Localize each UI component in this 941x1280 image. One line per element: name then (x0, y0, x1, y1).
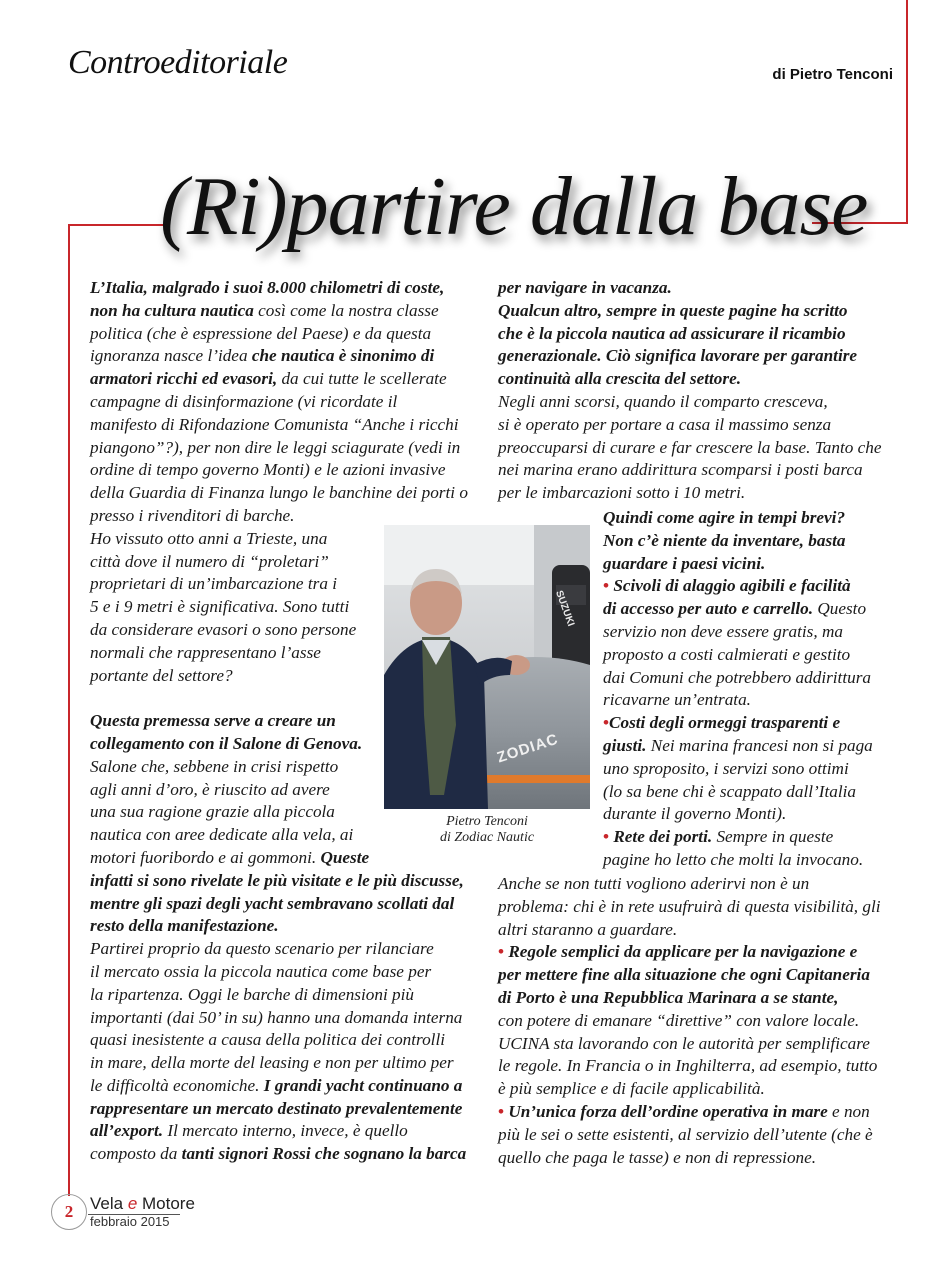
author-photo-illustration (384, 525, 590, 809)
zodiac-brand-text: ZODIAC (494, 730, 561, 767)
body-text: Questo (813, 599, 867, 619)
body-text: Anche se non tutti vogliono aderirvi non è un (498, 874, 810, 893)
article-line (603, 849, 873, 872)
body-text: servizio non deve essere gratis, ma (603, 621, 843, 641)
frame-line-left-horizontal (68, 224, 168, 226)
bold-text: di Porto è una Repubblica Marinara a se stante, (498, 987, 839, 1007)
body-text: manifesto di Rifondazione Comunista “Anche i ricchi (90, 414, 459, 434)
article-line (603, 598, 873, 621)
body-text: Partirei proprio da questo scenario per rilanciare (90, 939, 434, 959)
body-text: problema: chi è in rete usufruirà di questa visibilità, gli (498, 896, 881, 916)
article-line (603, 803, 873, 826)
body-text: con potere di emanare “direttive” con valore locale. (498, 1010, 860, 1030)
body-text: UCINA sta lavorando con le autorità per semplificare (498, 1033, 870, 1053)
bold-text: non ha cultura nautica (90, 300, 254, 320)
article-line (603, 530, 873, 553)
body-text: per le imbarcazioni sotto i 10 metri. (498, 483, 746, 503)
body-text: quasi inesistente a causa della politica dei controlli (90, 1030, 446, 1050)
article-line (90, 915, 468, 938)
body-text: le difficoltà economiche. (90, 1075, 264, 1095)
article-line (498, 300, 881, 323)
article-line (90, 1098, 468, 1121)
article-line (90, 1120, 468, 1143)
body-text: in mare, della morte del leasing e non per ultimo per (90, 1053, 454, 1073)
body-text: ordine di tempo governo Monti) e le azioni invasive (90, 460, 446, 480)
bold-text: guardare i paesi vicini. (603, 553, 766, 573)
body-text: una sua ragione grazie alla piccola (90, 802, 335, 822)
body-text: piangono”?), per non dire le leggi sciagurate (vedi in (90, 437, 461, 457)
article-line (90, 938, 468, 961)
photo-caption-company: di Zodiac Nautic (439, 830, 535, 845)
body-text: dai Comuni che potrebbero addirittura (603, 667, 871, 687)
bold-text: Rete dei porti. (613, 827, 713, 847)
body-text: la ripartenza. Oggi le barche di dimensioni più (90, 984, 414, 1004)
body-text: altri staranno a guardare. (498, 919, 678, 939)
bullet-mark: • (603, 827, 614, 847)
bold-text: continuità alla crescita del settore. (498, 369, 742, 389)
bold-text: che nautica è sinonimo di (251, 346, 435, 366)
suzuki-brand-text: SUZUKI (553, 589, 577, 628)
bold-text: per mettere fine alla situazione che ogni Capitaneria (498, 965, 870, 985)
article-line (603, 758, 873, 781)
magazine-logo-part2: e (127, 1194, 138, 1213)
body-text: Il mercato interno, invece, è quello (163, 1121, 408, 1141)
article-line (498, 987, 881, 1010)
photo-caption-name: Pietro Tenconi (446, 814, 528, 829)
article-line (498, 1147, 881, 1170)
magazine-logo (90, 1194, 195, 1214)
body-text: ignoranza nasce l’idea (90, 346, 252, 366)
article-line (603, 553, 873, 576)
article-line (498, 941, 881, 964)
bold-text: Non c’è niente da inventare, basta (603, 530, 846, 550)
bold-text: L’Italia, malgrado i suoi 8.000 chilometri di coste, (90, 278, 445, 297)
bold-text: tanti signori Rossi che sognano la barca (181, 1144, 467, 1164)
body-text: composto da (90, 1144, 182, 1164)
body-text: preoccuparsi di curare e far crescere la base. Tanto che (498, 437, 882, 457)
article-line (603, 621, 873, 644)
bullet-mark: • (498, 1101, 509, 1121)
body-text: della Guardia di Finanza lungo le banchine dei porti o (90, 483, 468, 503)
bold-text: Regole semplici da applicare per la navigazione e (508, 942, 858, 962)
article-line (90, 368, 468, 391)
magazine-logo-part3: Motore (137, 1194, 195, 1213)
article-line (603, 575, 873, 598)
body-text: nautica con aree dedicate alla vela, ai (90, 825, 354, 845)
body-text: così come la nostra classe (253, 300, 439, 320)
body-text: ricavarne un’entrata. (603, 690, 751, 710)
article-line (498, 459, 881, 482)
bold-text: per navigare in vacanza. (498, 278, 672, 297)
body-text: Nei marina francesi non si paga (646, 735, 873, 755)
article-line (603, 712, 873, 735)
body-text: 5 e i 9 metri è significativa. Sono tutti (90, 597, 350, 617)
bold-text: collegamento con il Salone di Genova. (90, 733, 363, 753)
frame-line-top-right-vertical (906, 0, 908, 224)
article-line (498, 437, 881, 460)
bold-text: all’export. (90, 1121, 164, 1141)
bold-text: Quindi come agire in tempi brevi? (603, 508, 846, 527)
article-line (603, 781, 873, 804)
article-line (603, 735, 873, 758)
bullet-mark: • (603, 576, 614, 596)
bold-text: Questa premessa serve a creare un (90, 711, 336, 731)
page-number: 2 (51, 1194, 87, 1230)
body-text: più le sei o sette esistenti, al servizio dell’utente (che è (498, 1124, 873, 1144)
author-photo (384, 525, 590, 809)
section-label: Controeditoriale (68, 44, 288, 81)
article-line (90, 1143, 468, 1166)
body-text: è più semplice e di facile applicabilità. (498, 1079, 765, 1099)
body-text: politica (che è espressione del Paese) e da questa (90, 323, 432, 343)
bold-text: giusti. (603, 735, 647, 755)
bold-text: Qualcun altro, sempre in queste pagine ha scritto (498, 300, 848, 320)
body-text: da considerare evasori o sono persone (90, 619, 357, 639)
article-line (498, 919, 881, 942)
article-line (90, 1029, 468, 1052)
magazine-logo-part1: Vela (90, 1194, 128, 1213)
body-text: il mercato ossia la piccola nautica come base per (90, 961, 432, 981)
body-text: Negli anni scorsi, quando il comparto cresceva, (498, 391, 828, 411)
bold-text: mentre gli spazi degli yacht sembravano scollati dal (90, 893, 455, 913)
bold-text: I grandi yacht continuano a (263, 1075, 463, 1095)
article-line (603, 507, 873, 530)
article-line (90, 323, 468, 346)
article-line (498, 345, 881, 368)
bold-text: infatti si sono rivelate le più visitate e le più discusse, (90, 870, 464, 890)
article-line (498, 482, 881, 505)
body-text: e non (827, 1101, 870, 1121)
article-line (90, 437, 468, 460)
article-line (498, 964, 881, 987)
article-line (498, 368, 881, 391)
bold-text: Queste (320, 847, 370, 867)
bold-text: di accesso per auto e carrello. (603, 599, 814, 619)
article-line (603, 826, 873, 849)
article-column-right-bottom (498, 873, 881, 1169)
frame-line-left-vertical (68, 224, 70, 1196)
issue-date: febbraio 2015 (90, 1214, 170, 1229)
bold-text: rappresentare un mercato destinato prevalentemente (90, 1098, 463, 1118)
article-line (90, 277, 468, 300)
article-line (90, 414, 468, 437)
body-text: importanti (dai 50’ in su) hanno una domanda interna (90, 1007, 463, 1027)
author-byline: di Pietro Tenconi (772, 66, 893, 83)
article-line (90, 1075, 468, 1098)
bold-text: resto della manifestazione. (90, 916, 279, 936)
bold-text: armatori ricchi ed evasori, (90, 369, 278, 389)
bullet-mark: • (498, 942, 509, 962)
article-line (90, 870, 468, 893)
body-text: le regole. In Francia o in Inghilterra, ad esempio, tutto (498, 1056, 878, 1076)
body-text: città dove il numero di “proletari” (90, 551, 329, 571)
article-line (90, 482, 468, 505)
article-line (498, 1055, 881, 1078)
body-text: normali che rappresentano l’asse (90, 642, 321, 662)
article-line (498, 323, 881, 346)
photo-caption (384, 814, 590, 846)
article-line (90, 893, 468, 916)
body-text: agli anni d’oro, è riuscito ad avere (90, 779, 330, 799)
body-text: si è operato per portare a casa il massimo senza (498, 414, 832, 434)
article-line (498, 391, 881, 414)
body-text: da cui tutte le scellerate (277, 369, 447, 389)
body-text: pagine ho letto che molti la invocano. (603, 849, 864, 869)
article-line (498, 896, 881, 919)
article-line (90, 345, 468, 368)
body-text: motori fuoribordo e ai gommoni. (90, 847, 321, 867)
bold-text: che è la piccola nautica ad assicurare il ricambio (498, 323, 846, 343)
article-line (90, 300, 468, 323)
article-line (498, 277, 881, 300)
article-line (90, 847, 468, 870)
article-line (90, 961, 468, 984)
body-text: proprietari di un’imbarcazione tra i (90, 574, 337, 594)
article-column-right-narrow (603, 507, 873, 872)
article-line (90, 984, 468, 1007)
article-line (498, 1078, 881, 1101)
article-line (498, 1033, 881, 1056)
body-text: Ho vissuto otto anni a Trieste, una (90, 528, 328, 548)
body-text: presso i rivenditori di barche. (90, 505, 295, 525)
article-line (498, 414, 881, 437)
article-line (90, 391, 468, 414)
body-text: Sempre in queste (712, 827, 834, 847)
bold-text: Un’unica forza dell’ordine operativa in mare (508, 1101, 828, 1121)
article-line (90, 1007, 468, 1030)
body-text: Salone che, sebbene in crisi rispetto (90, 756, 339, 776)
article-line (90, 459, 468, 482)
body-text: quello che paga le tasse) e non di repressione. (498, 1147, 817, 1167)
body-text: proposto a costi calmierati e gestito (603, 644, 851, 664)
article-headline: (Ri)partire dalla base (160, 160, 868, 253)
article-column-right-top (498, 277, 881, 505)
body-text: portante del settore? (90, 665, 233, 685)
article-line (498, 1010, 881, 1033)
bold-text: generazionale. Ciò significa lavorare per garantire (498, 346, 858, 366)
bullet-mark: • (603, 713, 610, 733)
body-text: durante il governo Monti). (603, 804, 787, 824)
article-line (498, 873, 881, 896)
article-line (603, 644, 873, 667)
article-line (498, 1124, 881, 1147)
body-text: nei marina erano addirittura scomparsi i posti barca (498, 460, 863, 480)
article-line (603, 689, 873, 712)
body-text: campagne di disinformazione (vi ricordate il (90, 391, 398, 411)
article-line (603, 667, 873, 690)
bold-text: Costi degli ormeggi trasparenti e (609, 713, 841, 733)
bold-text: Scivoli di alaggio agibili e facilità (613, 576, 851, 596)
body-text: (lo sa bene chi è scappato dall’Italia (603, 781, 856, 801)
article-line (90, 1052, 468, 1075)
article-line (498, 1101, 881, 1124)
body-text: uno sproposito, i servizi sono ottimi (603, 758, 849, 778)
